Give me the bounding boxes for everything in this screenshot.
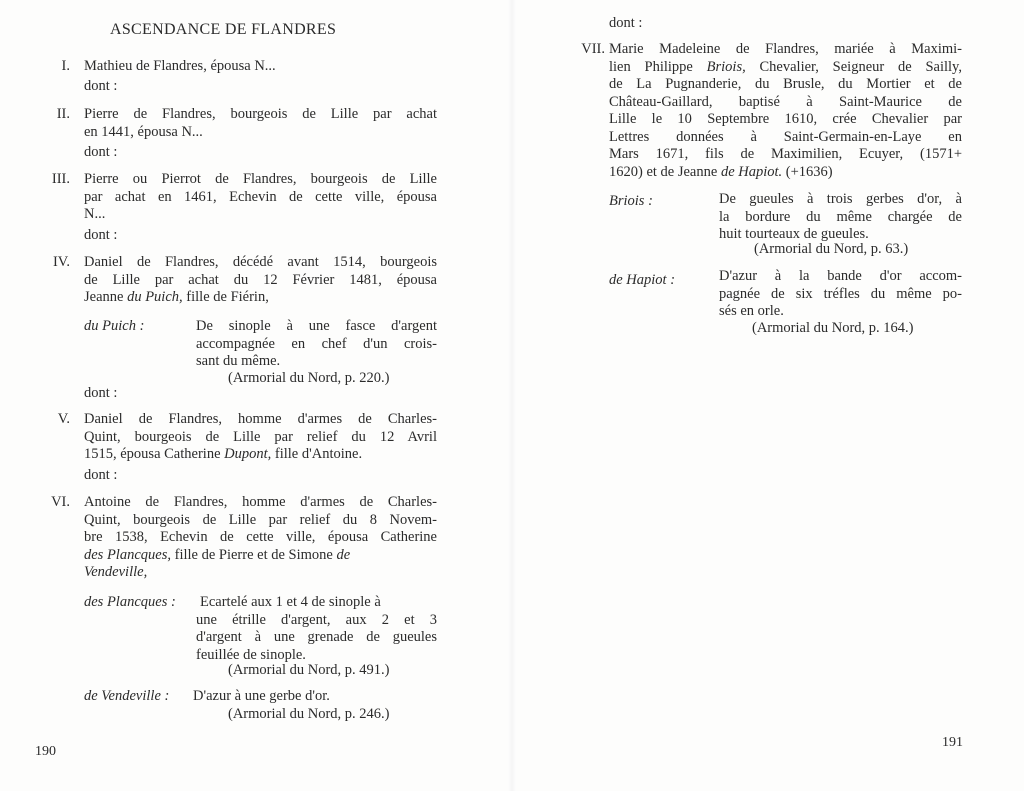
entry-line: Pierre de Flandres, bourgeois de Lille par achat bbox=[84, 106, 437, 122]
dont-line: dont : bbox=[84, 385, 118, 401]
family-name: des Plancques, bbox=[84, 546, 171, 563]
generation-text bbox=[84, 494, 437, 582]
arms-line: sant du même. bbox=[196, 353, 281, 369]
entry-line: Lille le 10 Septembre 1610, crée Chevalier par bbox=[609, 111, 962, 127]
entry-line: en 1441, épousa N... bbox=[84, 123, 203, 140]
arms-line: De gueules à trois gerbes d'or, à bbox=[719, 191, 962, 207]
entry-text: lien Philippe bbox=[609, 58, 707, 75]
generation-text bbox=[84, 106, 437, 141]
entry-line: Pierre ou Pierrot de Flandres, bourgeois de Lille bbox=[84, 171, 437, 187]
entry-line: Antoine de Flandres, homme d'armes de Charles- bbox=[84, 494, 437, 510]
generation-number: III. bbox=[51, 171, 70, 187]
arms-label: Briois : bbox=[609, 193, 653, 209]
dont-line: dont : bbox=[609, 15, 643, 31]
generation-number: IV. bbox=[52, 254, 70, 270]
entry-line: Mathieu de Flandres, épousa N... bbox=[84, 58, 276, 74]
generation-number: II. bbox=[56, 106, 70, 122]
entry-line: Lettres données à Saint-Germain-en-Laye en bbox=[609, 128, 962, 145]
entry-text: fille d'Antoine. bbox=[271, 446, 363, 462]
family-name: de bbox=[336, 546, 351, 563]
arms-line: De sinople à une fasce d'argent bbox=[196, 318, 437, 334]
generation-text bbox=[84, 254, 437, 307]
family-name: Vendeville, bbox=[84, 564, 148, 580]
arms-line: feuillée de sinople. bbox=[196, 646, 306, 663]
arms-line: d'argent à une grenade de gueules bbox=[196, 629, 437, 645]
entry-line: de Lille par achat du 12 Février 1481, épousa bbox=[84, 271, 437, 288]
entry-line bbox=[609, 164, 962, 182]
arms-line: pagnée de six tréfles du même po- bbox=[719, 285, 962, 302]
dont-line: dont : bbox=[84, 227, 118, 243]
entry-line: de La Pugnanderie, du Brusle, du Mortier et de bbox=[609, 76, 962, 92]
family-name: Briois, bbox=[706, 58, 746, 75]
arms-line: sés en orle. bbox=[719, 303, 784, 319]
dont-line: dont : bbox=[84, 144, 118, 160]
generation-number: VI. bbox=[51, 494, 70, 510]
entry-text: 1515, épousa Catherine bbox=[84, 446, 225, 462]
entry-line: Château-Gaillard, baptisé à Saint-Maurice de bbox=[609, 93, 962, 110]
entry-text: Jeanne bbox=[84, 289, 128, 305]
arms-line: accompagnée en chef d'un crois- bbox=[196, 335, 437, 352]
entry-line: Quint, bourgeois de Lille par relief du 12 Avril bbox=[84, 428, 437, 445]
entry-line bbox=[84, 446, 437, 464]
generation-number: VII. bbox=[581, 41, 605, 57]
arms-line: une étrille d'argent, aux 2 et 3 bbox=[196, 611, 437, 628]
arms-label: du Puich : bbox=[84, 318, 145, 334]
arms-description bbox=[719, 268, 962, 321]
page-number: 190 bbox=[35, 744, 56, 759]
dont-line: dont : bbox=[84, 78, 118, 94]
entry-text: fille de Pierre et de Simone bbox=[170, 546, 337, 563]
entry-line: par achat en 1461, Echevin de cette ville, épousa bbox=[84, 188, 437, 205]
arms-label: des Plancques : bbox=[84, 594, 176, 610]
entry-line bbox=[84, 564, 437, 582]
entry-text: Chevalier, Seigneur de Sailly, bbox=[745, 58, 962, 75]
dont-line: dont : bbox=[84, 467, 118, 483]
arms-line: D'azur à la bande d'or accom- bbox=[719, 268, 962, 284]
entry-line: Daniel de Flandres, décédé avant 1514, bourgeois bbox=[84, 254, 437, 270]
generation-number: V. bbox=[57, 411, 70, 427]
entry-line: Daniel de Flandres, homme d'armes de Charles- bbox=[84, 411, 437, 427]
entry-line: Marie Madeleine de Flandres, mariée à Maximi- bbox=[609, 41, 962, 57]
armorial-reference: (Armorial du Nord, p. 491.) bbox=[228, 662, 390, 678]
arms-line: la bordure du même chargée de bbox=[719, 208, 962, 225]
page-number: 191 bbox=[942, 735, 963, 750]
generation-number: I. bbox=[61, 58, 70, 74]
arms-line: huit tourteaux de gueules. bbox=[719, 226, 869, 242]
generation-text bbox=[84, 411, 437, 464]
arms-line: Ecartelé aux 1 et 4 de sinople à bbox=[200, 594, 381, 610]
entry-text: fille de Fiérin, bbox=[182, 289, 269, 305]
entry-line bbox=[84, 547, 437, 565]
arms-description: D'azur à une gerbe d'or. bbox=[193, 688, 330, 704]
arms-description bbox=[719, 191, 962, 244]
entry-text: (+1636) bbox=[782, 163, 833, 180]
entry-line: Quint, bourgeois de Lille par relief du 8 Novem- bbox=[84, 511, 437, 528]
family-name: du Puich, bbox=[127, 289, 183, 305]
entry-text: 1620) et de Jeanne bbox=[609, 163, 721, 180]
arms-label: de Hapiot : bbox=[609, 272, 676, 288]
family-name: Dupont, bbox=[224, 446, 272, 462]
armorial-reference: (Armorial du Nord, p. 63.) bbox=[754, 241, 909, 257]
generation-text bbox=[609, 41, 962, 181]
family-name: de Hapiot. bbox=[720, 163, 783, 180]
generation-text bbox=[84, 58, 437, 76]
arms-description bbox=[196, 318, 437, 371]
page-title: ASCENDANCE DE FLANDRES bbox=[110, 21, 337, 38]
armorial-reference: (Armorial du Nord, p. 246.) bbox=[228, 706, 390, 722]
entry-line bbox=[84, 289, 437, 307]
entry-line: N... bbox=[84, 206, 106, 222]
generation-text bbox=[84, 171, 437, 224]
armorial-reference: (Armorial du Nord, p. 220.) bbox=[228, 370, 390, 386]
entry-line: Mars 1671, fils de Maximilien, Ecuyer, (1571+ bbox=[609, 146, 962, 162]
arms-description bbox=[196, 594, 437, 664]
right-page bbox=[512, 0, 1024, 791]
arms-label: de Vendeville : bbox=[84, 688, 170, 704]
entry-line bbox=[609, 59, 962, 77]
entry-line: bre 1538, Echevin de cette ville, épousa Catherine bbox=[84, 529, 437, 545]
armorial-reference: (Armorial du Nord, p. 164.) bbox=[752, 320, 914, 336]
